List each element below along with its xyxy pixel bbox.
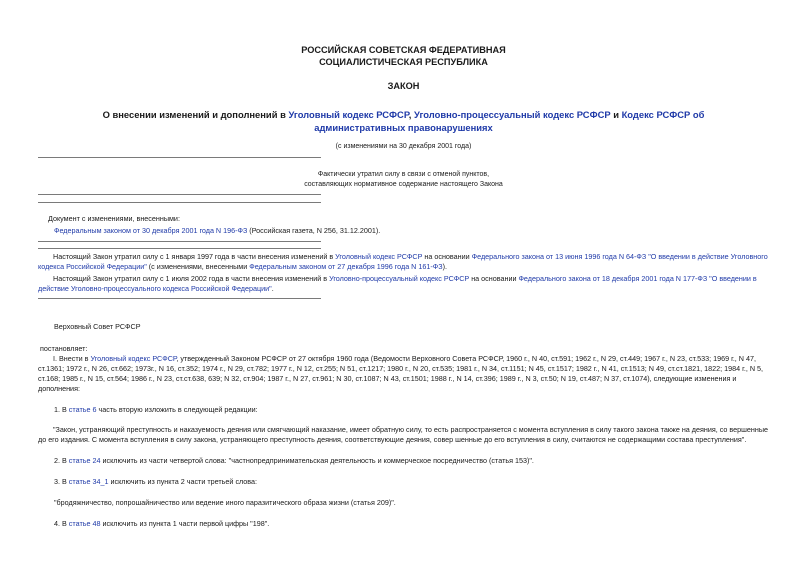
link-article-6[interactable]: статье 6 [68, 405, 97, 414]
divider [38, 202, 321, 203]
link-fz-161[interactable]: Федеральным законом от 27 декабря 1996 года N 161-ФЗ [249, 261, 443, 271]
law-title: О внесении изменений и дополнений в Уголовный кодекс РСФСР, Уголовно-процессуальный кодекс РСФСР и Кодекс РСФСР об административных правонарушениях [102, 109, 705, 133]
republic-line-1: РОССИЙСКАЯ СОВЕТСКАЯ ФЕДЕРАТИВНАЯ [301, 45, 506, 55]
divider [38, 248, 321, 249]
repeal-notice-2: Настоящий Закон утратил силу с 1 июля 2002 года в части внесения изменений в Уголовно-процессуальный кодекс РСФСР на основании Федерального закона от 18 декабря 2001 года N 177-ФЗ "О введении в действие Уголовно-процессуального кодекса Российской Федерации". [38, 274, 757, 293]
item-4: 4. В статье 48 исключить из пункта 1 части первой цифры "198". [54, 519, 270, 528]
divider [38, 157, 321, 158]
divider [38, 194, 321, 195]
repeal-notice-1: Настоящий Закон утратил силу с 1 января 1997 года в части внесения изменений в Уголовный кодекс РСФСР на основании Федерального закона от 13 июня 1996 года N 64-ФЗ "О введении в действие Уголовного кодекса Российской Федерации" (с изменениями, внесенными Федеральным законом от 27 декабря 1996 года N 161-ФЗ). [38, 252, 768, 271]
divider [38, 298, 321, 299]
status-line-2: составляющих нормативное содержание настоящего Закона [304, 181, 503, 188]
link-criminal-procedure-code[interactable]: Уголовно-процессуальный кодекс РСФСР [414, 109, 611, 120]
status-line-1: Фактически утратил силу в связи с отменой пунктов, [317, 171, 490, 178]
republic-line-2: СОЦИАЛИСТИЧЕСКАЯ РЕСПУБЛИКА [319, 57, 488, 67]
link-fz-64[interactable]: Федерального закона от 13 июня 1996 года N 64-ФЗ "О введении в действие Уголовного кодекса Российской Федерации" [38, 252, 768, 271]
link-article-24[interactable]: статье 24 [68, 456, 101, 465]
issuer: Верховный Совет РСФСР [54, 322, 141, 331]
quote-3: "бродяжничество, попрошайничество или ведение иного паразитического образа жизни (статья 209)". [54, 498, 396, 507]
link-administrative-code[interactable]: Кодекс РСФСР об административных правонарушениях [314, 109, 705, 133]
quote-1: "Закон, устраняющий преступность и наказуемость деяния или смягчающий наказание, имеет обратную силу, то есть распространяется с момента вступления в силу такого закона также на деяния, со вершенные до его издания. С момента вступления в силу закона, устраняющего преступность деяния, соответствующие деяния, совер шенные до его вступления в силу, считаются не содержащими состава преступления". [38, 425, 769, 444]
link-criminal-code[interactable]: Уголовный кодекс РСФСР [288, 109, 409, 120]
link-criminal-procedure-code[interactable]: Уголовно-процессуальный кодекс РСФСР [329, 274, 470, 283]
document-type: ЗАКОН [387, 81, 420, 91]
divider [38, 241, 321, 242]
link-criminal-code[interactable]: Уголовный кодекс РСФСР [90, 354, 177, 363]
link-article-48[interactable]: статье 48 [68, 519, 101, 528]
edition-note: (с изменениями на 30 декабря 2001 года) [335, 143, 472, 150]
item-3: 3. В статье 34_1 исключить из пункта 2 части третьей слова: [54, 477, 258, 486]
link-article-34-1[interactable]: статье 34_1 [68, 477, 109, 486]
resolves-word: постановляет: [40, 344, 88, 353]
link-criminal-code[interactable]: Уголовный кодекс РСФСР [335, 252, 423, 261]
link-fz-177[interactable]: Федерального закона от 18 декабря 2001 года N 177-ФЗ "О введении в действие Уголовно-процессуального кодекса Российской Федерации" [38, 274, 757, 293]
item-2: 2. В статье 24 исключить из части четвертой слова: "частнопредпринимательская деятельность и коммерческое посредничество (статья 153)". [54, 456, 534, 465]
link-fz-196[interactable]: Федеральным законом от 30 декабря 2001 года N 196-ФЗ [54, 226, 248, 235]
item-1: 1. В статье 6 часть вторую изложить в следующей редакции: [54, 405, 258, 414]
amendments-entry: Федеральным законом от 30 декабря 2001 года N 196-ФЗ (Российская газета, N 256, 31.12.2001). [54, 226, 381, 235]
section-1: I. Внести в Уголовный кодекс РСФСР, утвержденный Законом РСФСР от 27 октября 1960 года (Ведомости Верховного Совета РСФСР, 1960 г., N 40, ст.591; 1962 г., N 29, ст.449; 1967 г., N 23, ст.533; 1969 г., N 47, ст.1361; 1972 г., N 26, ст.662; 1973г., N 16, ст.352; 1974 г., N 29, ст.782; 1977 г., N 12, ст.255; N 51, ст.1217; 1980 г., N 20, ст.535; 1981 г., N 34, ст.1151; N 45, ст.1517; 1982 г., N 41, ст.1513; N 49, ст.ст.1821, 1822; 1984 г., N 5, ст.168; 1985 г., N 15, ст.564; 1986 г., N 23, ст.ст.638, 639; N 32, ст.904; 1987 г., N 27, ст.961; N 30, ст.1087; N 43, ст.1501; 1988 г., N 14, ст.396; 1989 г., N 3, ст.50; N 19, ст.487; N 37, ст.1074), следующие изменения и дополнения: [38, 354, 763, 393]
amendments-label: Документ с изменениями, внесенными: [48, 214, 180, 223]
